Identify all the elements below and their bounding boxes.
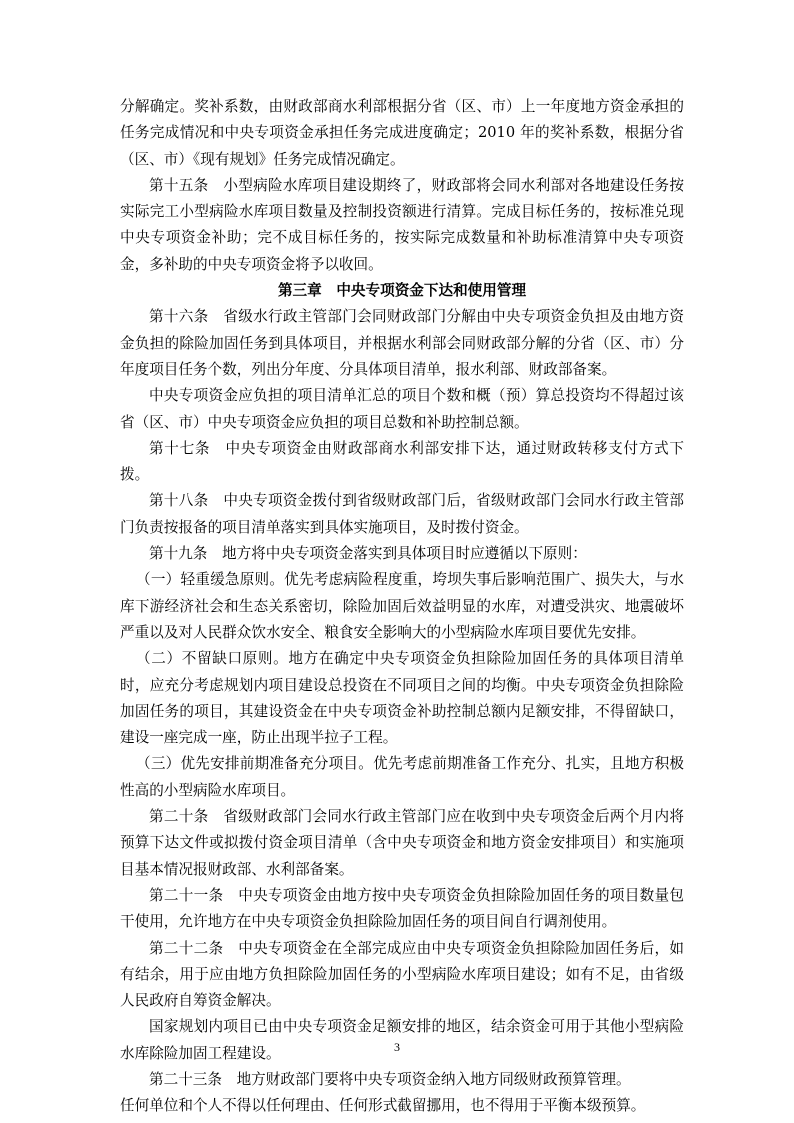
- document-body: [120, 94, 684, 1120]
- article-17: 第十七条 中央专项资金由财政部商水利部安排下达，通过财政转移支付方式下拨。: [120, 439, 684, 484]
- principle-2: （二）不留缺口原则。地方在确定中央专项资金负担除险加固任务的具体项目清单时，应充分考虑规划内项目建设总投资在不同项目之间的均衡。中央专项资金负担除险加固任务的项目，其建设资金在中央专项资金补助控制总额内足额安排，不得留缺口，建设一座完成一座，防止出现半拉子工程。: [120, 650, 684, 747]
- chapter-3-heading: 第三章 中央专项资金下达和使用管理: [277, 282, 527, 300]
- article-22-surplus: 国家规划内项目已由中央专项资金足额安排的地区，结余资金可用于其他小型病险水库除险加固工程建设。: [120, 1018, 684, 1062]
- page-number: 3: [394, 1040, 400, 1054]
- principle-1: （一）轻重缓急原则。优先考虑病险程度重，垮坝失事后影响范围广、损失大，与水库下游经济社会和生态关系密切，除险加固后效益明显的水库，对遭受洪灾、地震破坏严重以及对人民群众饮水安全、粮食安全影响大的小型病险水库项目要优先安排。: [120, 571, 684, 641]
- article-23-continued: 任何单位和个人不得以任何理由、任何形式截留挪用，也不得用于平衡本级预算。: [120, 1097, 646, 1115]
- article-15: 第十五条 小型病险水库项目建设期终了，财政部将会同水利部对各地建设任务按实际完工小型病险水库项目数量及控制投资额进行清算。完成目标任务的，按标准兑现中央专项资金补助；完不成目标任务的，按实际完成数量和补助标准清算中央专项资金，多补助的中央专项资金将予以收回。: [120, 176, 684, 273]
- article-22: 第二十二条 中央专项资金在全部完成应由中央专项资金负担除险加固任务后，如有结余，用于应由地方负担除险加固任务的小型病险水库项目建设；如有不足，由省级人民政府自筹资金解决。: [120, 939, 684, 1010]
- article-20: 第二十条 省级财政部门会同水行政主管部门应在收到中央专项资金后两个月内将预算下达文件或拟拨付资金项目清单（含中央专项资金和地方资金安排项目）和实施项目基本情况报财政部、水利部备案。: [120, 808, 684, 878]
- article-19: 第十九条 地方将中央专项资金落实到具体项目时应遵循以下原则：: [149, 545, 587, 563]
- article-18: 第十八条 中央专项资金拨付到省级财政部门后，省级财政部门会同水行政主管部门负责按报备的项目清单落实到具体实施项目，及时拨付资金。: [120, 492, 684, 536]
- article-23: 第二十三条 地方财政部门要将中央专项资金纳入地方同级财政预算管理。: [149, 1070, 631, 1088]
- article-21: 第二十一条 中央专项资金由地方按中央专项资金负担除险加固任务的项目数量包干使用，允许地方在中央专项资金负担除险加固任务的项目间自行调剂使用。: [120, 886, 684, 931]
- paragraph-continued-subsidy: 分解确定。奖补系数，由财政部商水利部根据分省（区、市）上一年度地方资金承担的任务完成情况和中央专项资金承担任务完成进度确定；2010 年的奖补系数，根据分省（区、市）《现有规划》任务完成情况确定。: [120, 98, 684, 168]
- article-16: 第十六条 省级水行政主管部门会同财政部门分解由中央专项资金负担及由地方资金负担的除险加固任务到具体项目，并根据水利部会同财政部分解的分省（区、市）分年度项目任务个数，列出分年度、分具体项目清单，报水利部、财政部备案。: [120, 308, 684, 378]
- principle-3: （三）优先安排前期准备充分项目。优先考虑前期准备工作充分、扎实，且地方积极性高的小型病险水库项目。: [120, 755, 684, 799]
- article-16-limit: 中央专项资金应负担的项目清单汇总的项目个数和概（预）算总投资均不得超过该省（区、市）中央专项资金应负担的项目总数和补助控制总额。: [120, 387, 684, 431]
